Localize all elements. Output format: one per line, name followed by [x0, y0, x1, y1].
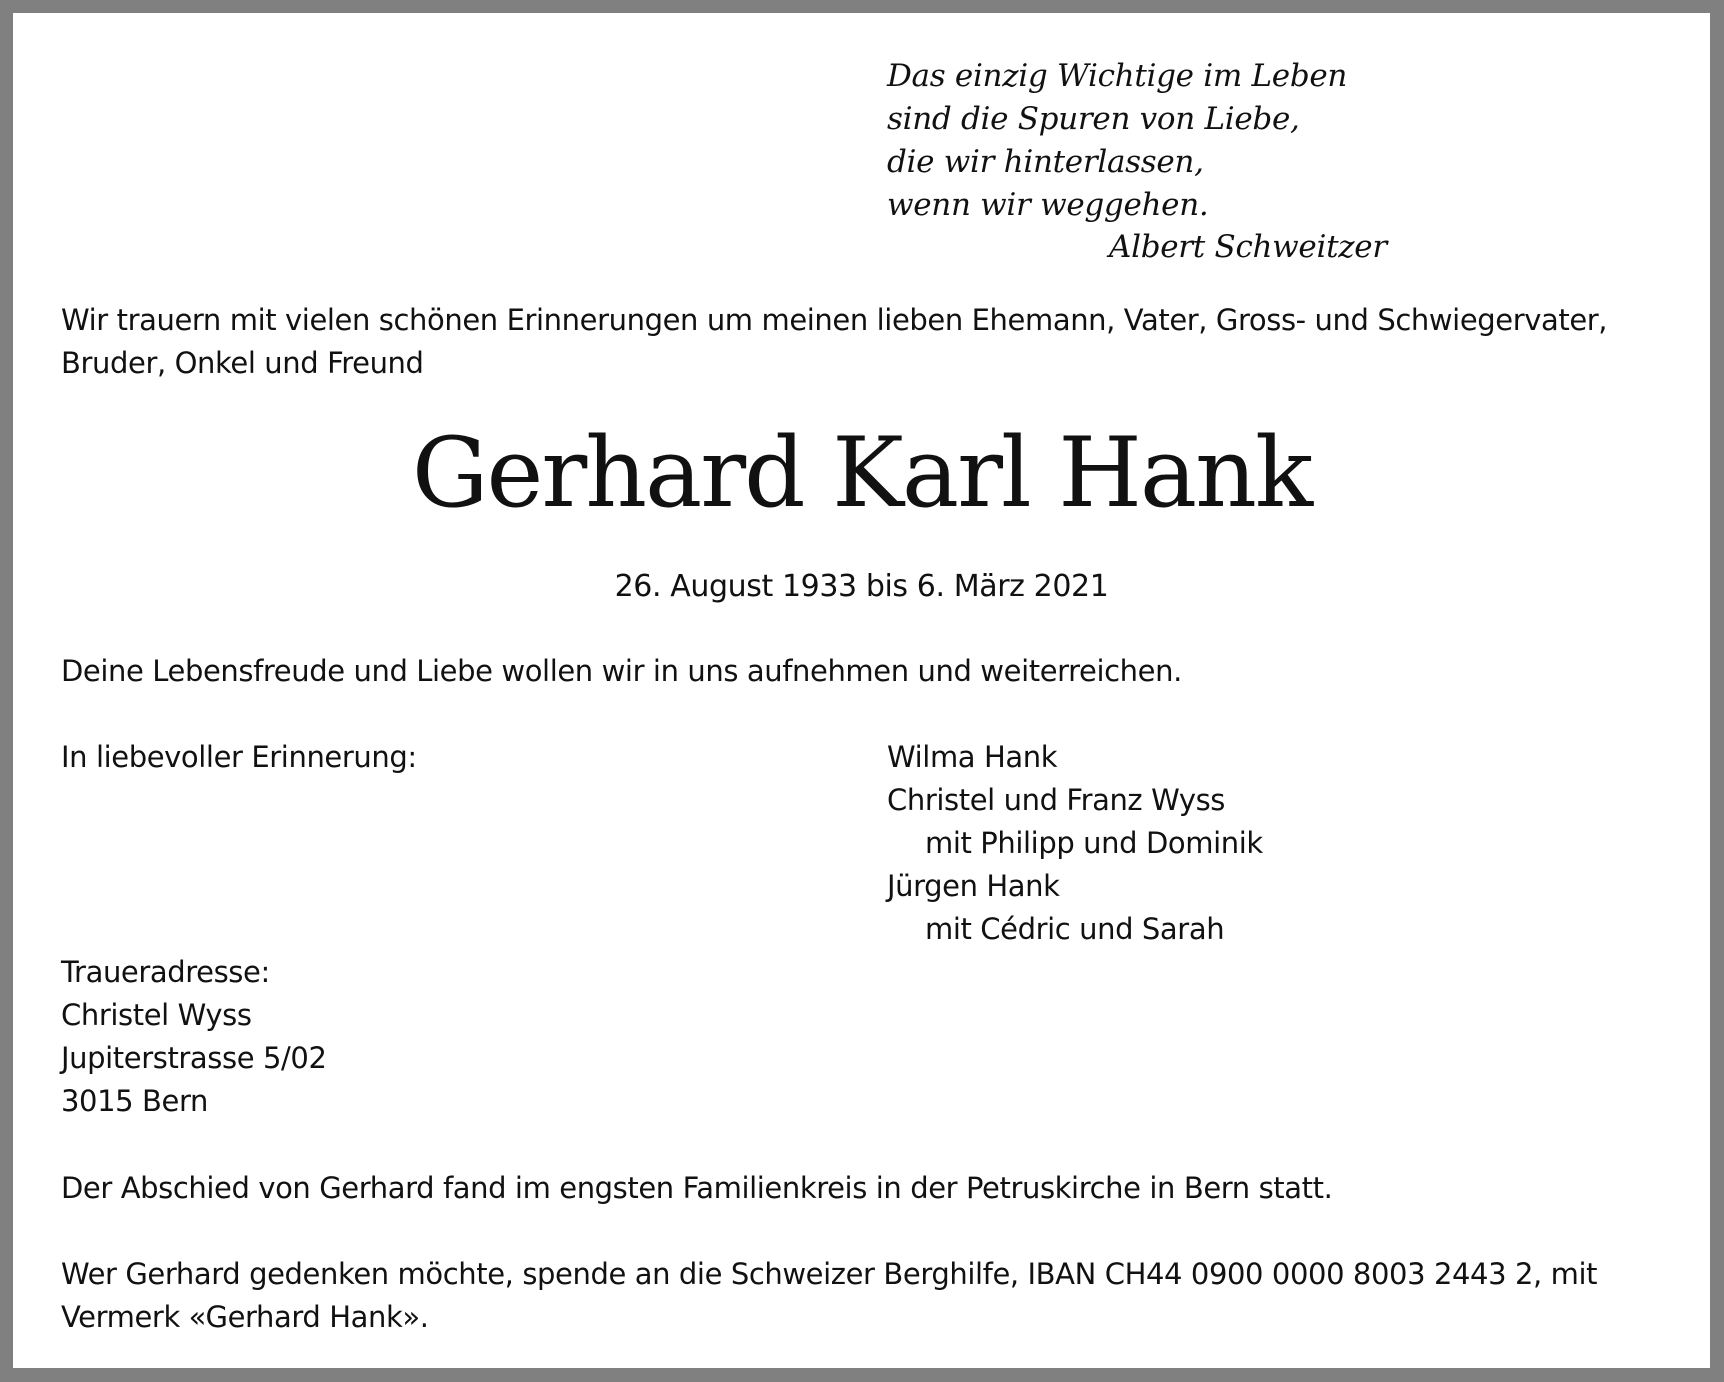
- address-label: Traueradresse:: [61, 955, 270, 989]
- survivor-name: Christel und Franz Wyss: [887, 783, 1226, 817]
- memory-label-text: In liebevoller Erinnerung:: [61, 740, 417, 774]
- survivor-name: mit Cédric und Sarah: [925, 912, 1225, 946]
- donation-text: [61, 1253, 1681, 1339]
- address-name: Christel Wyss: [61, 998, 252, 1032]
- survivors-list: [887, 736, 1263, 951]
- quote-line: sind die Spuren von Liebe,: [887, 101, 1300, 137]
- life-dates: 26. August 1933 bis 6. März 2021: [614, 569, 1109, 604]
- donation-line: Wer Gerhard gedenken möchte, spende an die Schweizer Berghilfe, IBAN CH44 0900 0000 8003 2443 2, mit: [61, 1257, 1598, 1291]
- obituary-page: [13, 13, 1710, 1368]
- tribute-text: [61, 650, 1182, 693]
- quote-line: die wir hinterlassen,: [887, 144, 1204, 180]
- memory-label: [61, 736, 417, 779]
- intro-line: Wir trauern mit vielen schönen Erinnerungen um meinen lieben Ehemann, Vater, Gross- und Schwiegervater,: [61, 303, 1608, 337]
- quote-line: wenn wir weggehen.: [887, 187, 1209, 223]
- donation-line: Vermerk «Gerhard Hank».: [61, 1300, 429, 1334]
- survivor-name: mit Philipp und Dominik: [925, 826, 1263, 860]
- quote-block: [887, 55, 1407, 267]
- survivor-name: Wilma Hank: [887, 740, 1058, 774]
- mourning-address: [61, 951, 327, 1123]
- address-city: 3015 Bern: [61, 1084, 208, 1118]
- quote-author: Albert Schweitzer: [1109, 229, 1387, 265]
- intro-text: [61, 299, 1671, 385]
- deceased-name: Gerhard Karl Hank: [411, 417, 1312, 529]
- tribute-line: Deine Lebensfreude und Liebe wollen wir in uns aufnehmen und weiterreichen.: [61, 654, 1182, 688]
- farewell-text: [61, 1167, 1332, 1210]
- intro-line: Bruder, Onkel und Freund: [61, 346, 424, 380]
- quote-line: Das einzig Wichtige im Leben: [887, 58, 1348, 94]
- farewell-line: Der Abschied von Gerhard fand im engsten Familienkreis in der Petruskirche in Bern statt.: [61, 1171, 1333, 1205]
- address-street: Jupiterstrasse 5/02: [61, 1041, 327, 1075]
- survivor-name: Jürgen Hank: [887, 869, 1060, 903]
